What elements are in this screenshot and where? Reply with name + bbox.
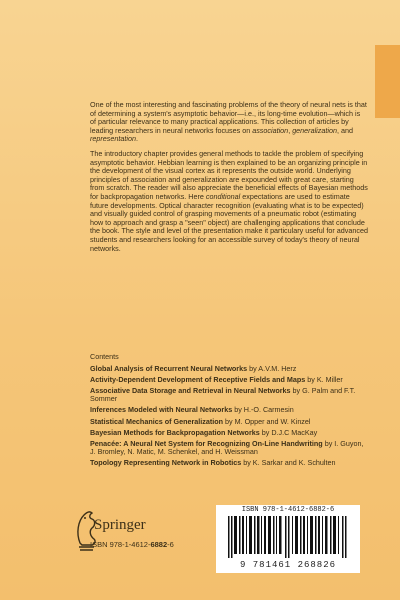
contents-heading: Contents	[90, 352, 119, 361]
entry-title: Associative Data Storage and Retrieval in Neural Networks	[90, 385, 291, 395]
entry-authors: by M. Opper and W. Kinzel	[223, 416, 311, 426]
entry-title: Penacée: A Neural Net System for Recognizing On-Line Handwriting	[90, 438, 323, 448]
entry-authors: by D.J.C MacKay	[259, 427, 318, 437]
contents-entry	[90, 387, 368, 404]
entry-authors: by G. Palm and F.T. Sommer	[90, 385, 356, 404]
blurb-text: The introductory chapter provides general methods to tackle the problem of specifying asymptotic behavior. Hebbian learning is then explained to be an organizing principle in the development of the visual cortex as it represents the outside world. Underlying principles of association and generalization are expounded with great care, starting from scratch. The reader will also appreciate the beneficial effects of Bayesian methods for backpropagation networks. Here	[90, 148, 368, 201]
cover-blurb	[90, 101, 368, 259]
barcode-isbn-line: ISBN 978-1-4612-6882-6	[241, 506, 335, 514]
blurb-text: One of the most interesting and fascinating problems of the theory of neural nets is that of determining a system's asymptotic behavior—i.e., its long-time evolution—which is of particular relevance to many practical applications. This collection of articles by leading researchers in neural networks focuses on	[90, 100, 367, 135]
blurb-paragraph-1	[90, 101, 368, 144]
entry-authors: by K. Miller	[305, 374, 343, 384]
entry-title: Bayesian Methods for Backpropagation Networks	[90, 427, 260, 437]
blurb-text: ,	[288, 125, 293, 135]
barcode-digits: 9 781461 268826	[239, 560, 336, 570]
isbn-suffix: -6	[167, 540, 174, 549]
blurb-paragraph-2	[90, 150, 368, 253]
blurb-emphasis: representation	[90, 134, 136, 144]
entry-title: Inferences Modeled with Neural Networks	[90, 405, 233, 415]
contents-list	[90, 353, 368, 471]
contents-entry	[90, 418, 368, 427]
entry-authors: by I. Guyon, J. Bromley, N. Matic, M. Schenkel, and H. Weissman	[90, 438, 364, 457]
blurb-emphasis: conditional	[205, 191, 241, 201]
contents-entry	[90, 429, 368, 438]
contents-entry	[90, 459, 368, 468]
contents-entry	[90, 406, 368, 415]
entry-authors: by H.-O. Carmesin	[232, 405, 294, 415]
entry-authors: by A.V.M. Herz	[247, 363, 297, 373]
entry-authors: by K. Sarkar and K. Schulten	[241, 458, 336, 468]
isbn-bold-part: 6882	[150, 540, 168, 549]
entry-title: Statistical Mechanics of Generalization	[90, 416, 224, 426]
cover-side-tab	[375, 45, 400, 118]
contents-entry	[90, 365, 368, 374]
entry-title: Activity-Dependent Development of Receptive Fields and Maps	[90, 374, 306, 384]
isbn-label	[90, 540, 174, 549]
isbn-prefix: ISBN 978-1-4612-	[90, 540, 151, 549]
contents-entry	[90, 376, 368, 385]
blurb-emphasis: generalization	[292, 125, 337, 135]
publisher-name: Springer	[94, 517, 146, 533]
blurb-emphasis: association	[252, 125, 289, 135]
blurb-text: expectations are used to estimate future developments. Optical character recognition (evaluating what is to be expected) and visually guided control of grasping movements of a pneumatic robot (estimating how to approach and grasp a "seen" object) are challenging applications that conclude the book. The style and level of the presentation make it particulary useful for advanced students and researchers looking for an accessible survey of today's theory of neural networks.	[90, 191, 368, 253]
barcode-bars	[226, 516, 350, 558]
blurb-text: .	[135, 134, 138, 144]
entry-title: Topology Representing Network in Robotics	[90, 458, 242, 468]
barcode	[216, 505, 360, 573]
blurb-text: , and	[336, 125, 353, 135]
contents-entry	[90, 440, 368, 457]
entry-title: Global Analysis of Recurrent Neural Networks	[90, 363, 248, 373]
